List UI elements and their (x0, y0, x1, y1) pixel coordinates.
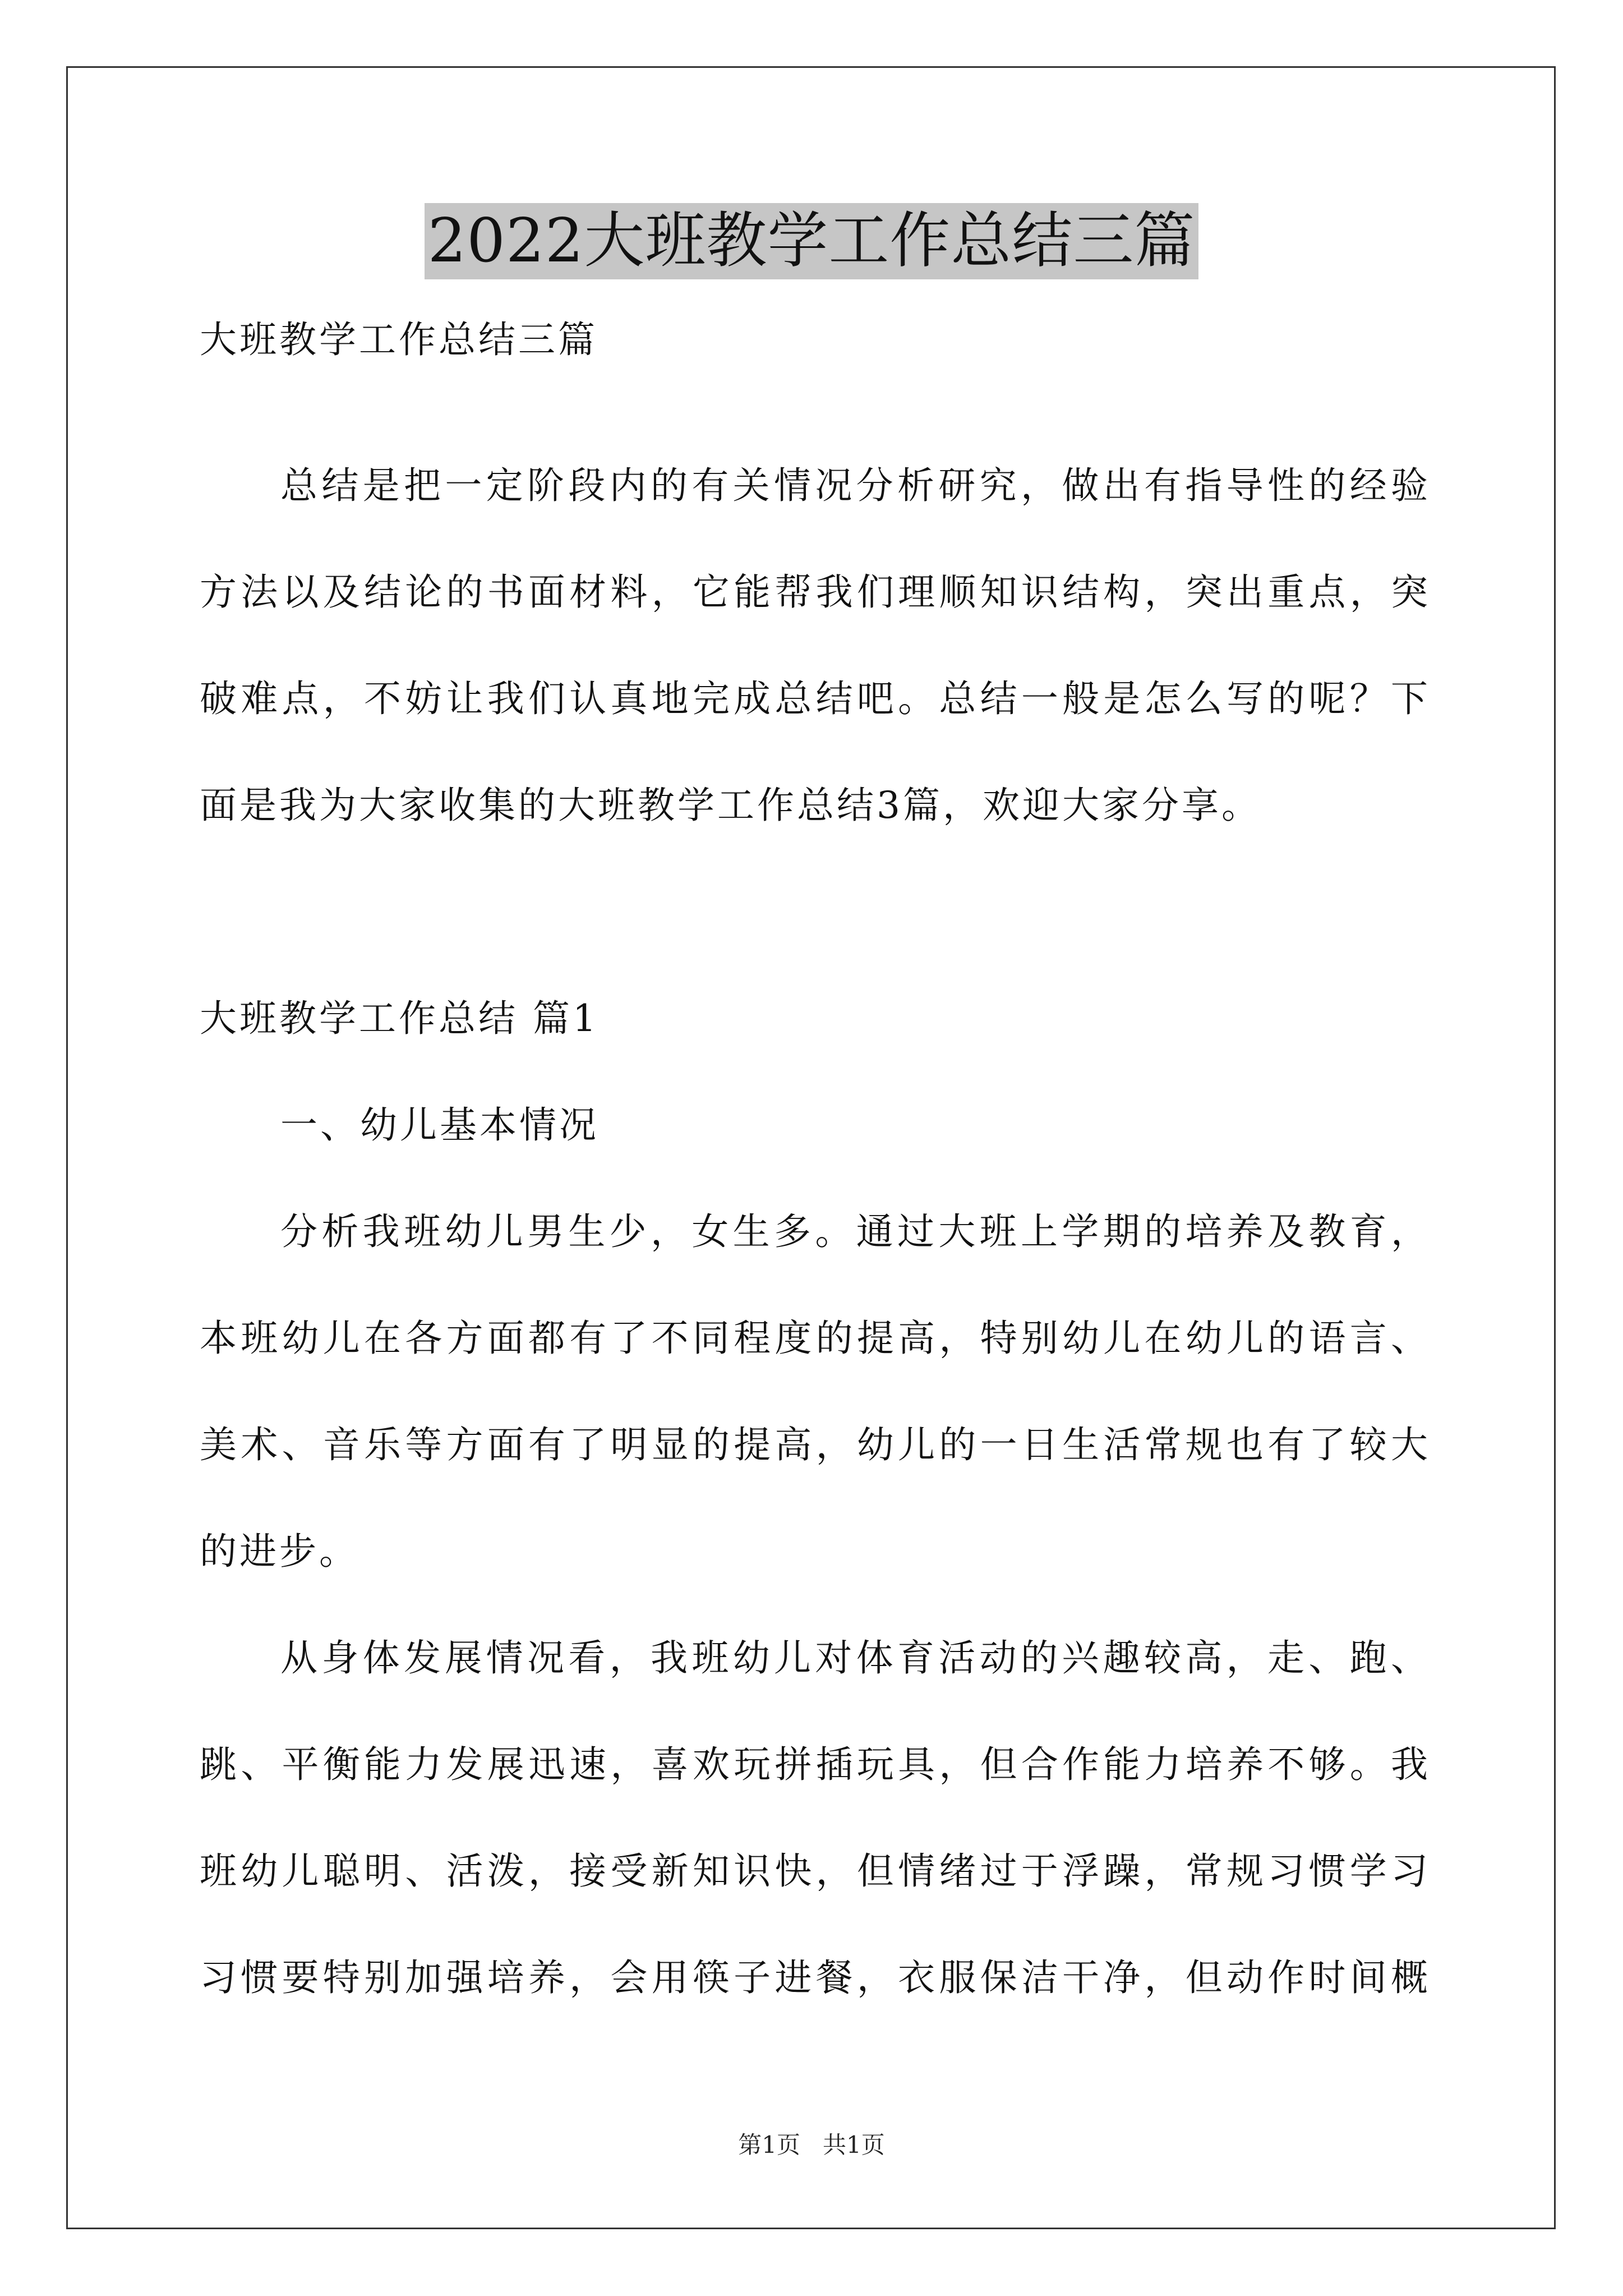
document-subtitle: 大班教学工作总结三篇 (200, 318, 598, 361)
page-border (66, 66, 1556, 2229)
paragraph-line: 跳、平衡能力发展迅速，喜欢玩拼插玩具，但合作能力培养不够。我 (200, 1743, 1428, 1786)
intro-line: 面是我为大家收集的大班教学工作总结3篇，欢迎大家分享。 (200, 784, 1261, 827)
paragraph-line: 从身体发展情况看，我班幼儿对体育活动的兴趣较高，走、跑、 (280, 1636, 1428, 1680)
intro-line: 总结是把一定阶段内的有关情况分析研究，做出有指导性的经验 (280, 464, 1428, 507)
section-heading: 大班教学工作总结 篇1 (200, 997, 599, 1040)
page-footer: 第1页 共1页 (738, 2131, 885, 2159)
subsection-heading: 一、幼儿基本情况 (280, 1103, 599, 1147)
paragraph-line: 美术、音乐等方面有了明显的提高，幼儿的一日生活常规也有了较大 (200, 1423, 1428, 1466)
intro-line: 破难点，不妨让我们认真地完成总结吧。总结一般是怎么写的呢？下 (200, 677, 1428, 720)
paragraph-line: 班幼儿聪明、活泼，接受新知识快，但情绪过于浮躁，常规习惯学习 (200, 1849, 1428, 1893)
title-container (0, 203, 1623, 279)
paragraph-line: 习惯要特别加强培养，会用筷子进餐，衣服保洁干净，但动作时间概 (200, 1956, 1428, 1999)
paragraph-line: 本班幼儿在各方面都有了不同程度的提高，特别幼儿在幼儿的语言、 (200, 1317, 1428, 1360)
document-title: 2022大班教学工作总结三篇 (425, 203, 1199, 279)
intro-line: 方法以及结论的书面材料，它能帮我们理顺知识结构，突出重点，突 (200, 570, 1428, 614)
paragraph-line: 的进步。 (200, 1530, 359, 1573)
paragraph-line: 分析我班幼儿男生少，女生多。通过大班上学期的培养及教育， (280, 1210, 1428, 1253)
